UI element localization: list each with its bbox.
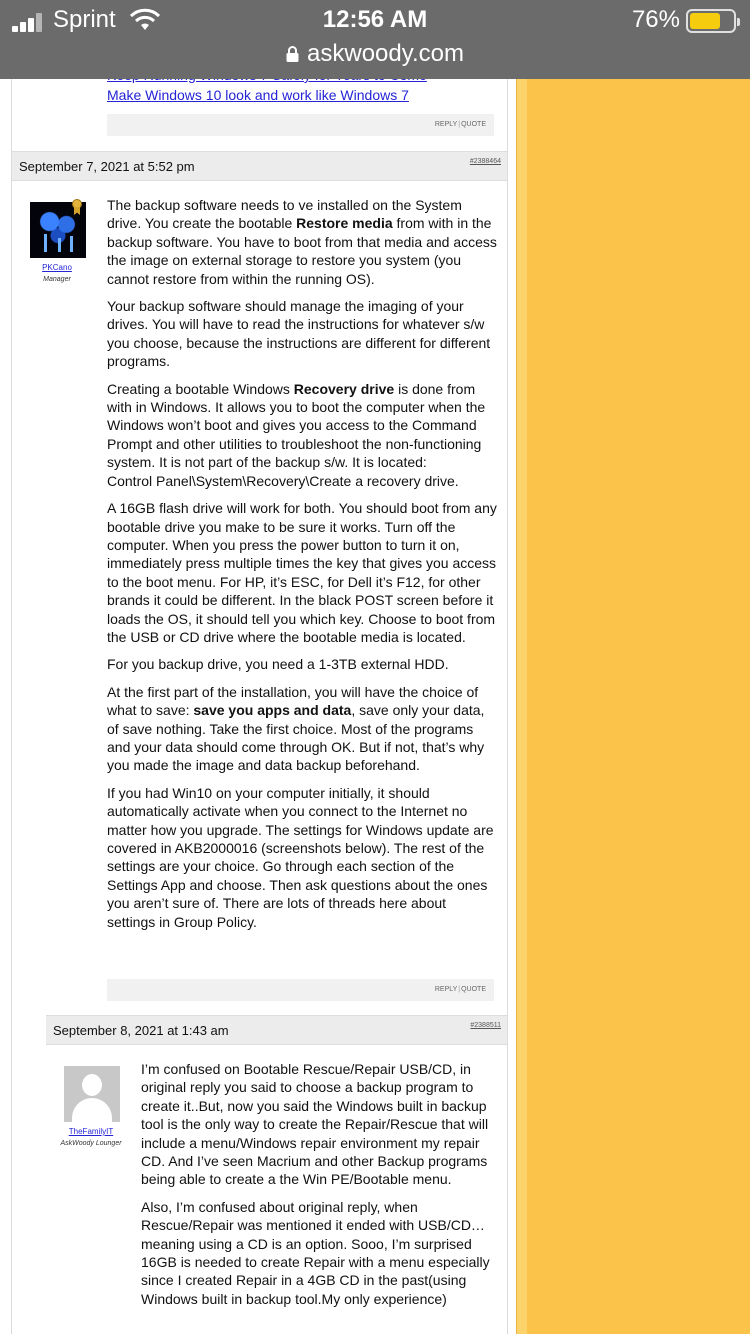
browser-top-bar: [0, 0, 750, 79]
post-permalink[interactable]: #2388464: [469, 158, 501, 165]
author-role: Manager: [43, 276, 71, 283]
reply-link[interactable]: REPLY: [434, 121, 458, 128]
post-paragraph: The backup software needs to ve installed on the System drive. You create the bootable Restore media from with in the backup software. You have to boot from that media and access the image on external storage to restore you system (you cannot restore from within the running OS).: [107, 197, 497, 287]
quote-link[interactable]: QUOTE: [461, 986, 486, 993]
post-permalink[interactable]: #2388511: [470, 1022, 501, 1029]
post-paragraph: If you had Win10 on your computer initially, it should automatically activate when you connect to the Internet no matter how you upgrade. The settings for Windows update are covered in AKB2000016 (screenshots below). The rest of the settings are your choice. Go through each section of the Settings App and choose. Then ask questions about the ones you aren’t sure of. There are lots of threads here about settings in Group Policy.: [107, 784, 494, 930]
reply-post-body: [141, 1060, 497, 1317]
clock: 12:56 AM: [322, 6, 428, 33]
post-body: [107, 196, 497, 940]
sidebar: [516, 0, 750, 1334]
post-paragraph: Creating a bootable Windows Recovery drive is done from with in Windows. It allows you to boot the computer when the Windows won’t boot and gives you access to the Command Prompt and other utilities to troubleshoot the non-functioning system. It is not part of the backup s/w. It is located: Control Panel\System\Recovery\Create a recovery drive.: [107, 380, 486, 489]
award-ribbon-icon: [72, 199, 82, 215]
post-date: September 8, 2021 at 1:43 am: [53, 1023, 229, 1038]
post-action-bar: REPLY|QUOTE: [107, 979, 494, 1001]
post-paragraph: Also, I’m confused about original reply, when Rescue/Repair was mentioned it ended with USB/CD…meaning using a CD is an option. Sooo, I’m surprised 16GB is needed to create Repair with a menu especially since I created Repair in a 4GB CD in the past(using Windows built in backup tool.My only experience): [141, 1198, 490, 1307]
bold-text: save you apps and data: [193, 702, 352, 719]
url-text: askwoody.com: [307, 40, 464, 67]
post-paragraph: A 16GB flash drive will work for both. You should boot from any bootable drive you make to be sure it works. Turn off the computer. When you press the power button to turn it on, immediately press multiple times the key that gives you access to the boot menu. For HP, it’s ESC, for Dell it’s F12, for other brands it could be different. In the black POST screen before it loads the OS, it should tell you which key. Choose to boot from the USB or CD drive where the bootable media is located.: [107, 500, 497, 645]
lock-icon: [286, 46, 299, 62]
avatar-placeholder[interactable]: [64, 1066, 120, 1122]
signature-link-win10-look[interactable]: Make Windows 10 look and work like Windows 7: [107, 87, 409, 103]
reply-link[interactable]: REPLY: [434, 986, 458, 993]
post-paragraph: Your backup software should manage the imaging of your drives. You will have to read the instructions for whatever s/w you choose, because the instructions are different for different programs.: [107, 298, 491, 370]
sidebar-edge: [516, 0, 527, 1334]
bold-text: Restore media: [296, 215, 393, 232]
bold-text: Recovery drive: [293, 380, 395, 397]
url-bar[interactable]: [0, 40, 750, 68]
post-header: [12, 151, 507, 181]
post-paragraph: At the first part of the installation, you will have the choice of what to save: save you apps and data, save only your data, of save nothing. Take the first choice. Most of the programs and your data should come through OK. But if not, that’s why you made the image and data backup beforehand.: [107, 683, 485, 774]
quote-link[interactable]: QUOTE: [461, 121, 486, 128]
battery-percent: 76%: [631, 6, 680, 33]
post-date: September 7, 2021 at 5:52 pm: [19, 159, 195, 174]
status-bar: [0, 6, 750, 36]
reply-post-header: [46, 1015, 507, 1045]
prev-post-action-bar: REPLY|QUOTE: [107, 114, 494, 136]
post-paragraph: For you backup drive, you need a 1-3TB external HDD.: [107, 656, 449, 673]
carrier-name: Sprint: [53, 6, 116, 33]
author-name-link[interactable]: PKCano: [42, 263, 72, 272]
author-role: AskWoody Lounger: [60, 1140, 122, 1147]
battery-icon: [686, 9, 736, 33]
author-name-link[interactable]: TheFamilyIT: [68, 1127, 114, 1136]
post-paragraph: I’m confused on Bootable Rescue/Repair USB/CD, in original reply you said to choose a backup program to create it..But, now you said the Windows built in backup tool is the only way to create the Repair/Rescue that will include a menu/Windows repair environment my repair CD. And I’ve seen Macrium and other Backup programs being able to create a the Win PE/Bootable menu.: [141, 1061, 489, 1188]
